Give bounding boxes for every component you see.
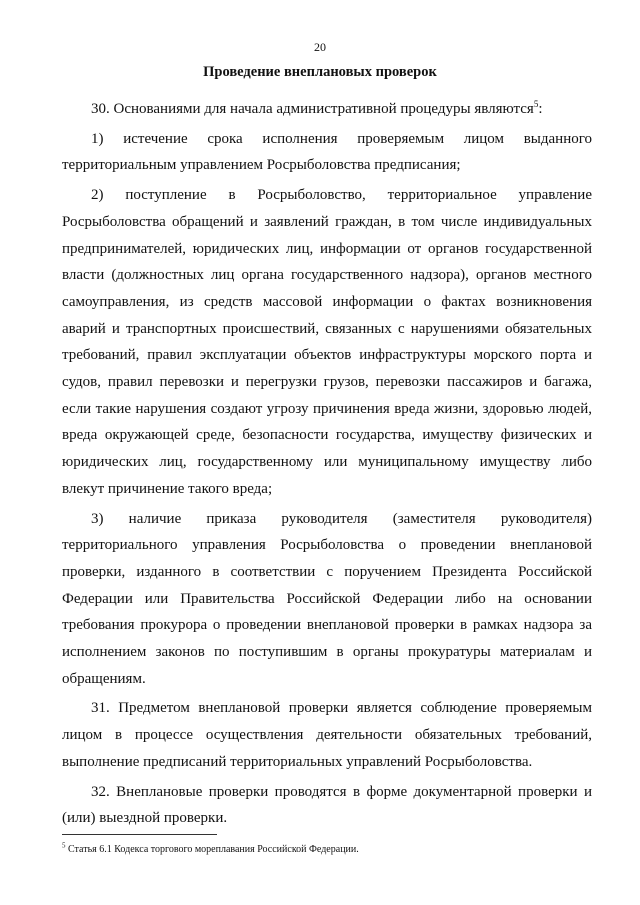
paragraph-32: 32. Внеплановые проверки проводятся в форме документарной проверки и (или) выездной проверки.	[62, 783, 592, 827]
footnote-mark: 5	[62, 841, 66, 850]
document-body	[62, 96, 592, 835]
list-item-1: 1) истечение срока исполнения проверяемым лицом выданного территориальным управлением Росрыболовства предписания;	[62, 130, 592, 174]
list-item-3: 3) наличие приказа руководителя (заместителя руководителя) территориального управления Росрыболовства о проведении внеплановой проверки, изданного в соответствии с поручением Президента Российской Федерации или Правительства Российской Федерации либо на основании требования прокурора о проведении внеплановой проверки в рамках надзора за исполнением законов по поступившим в органы прокуратуры материалам и обращениям.	[62, 510, 592, 687]
footnote-text: Статья 6.1 Кодекса торгового мореплавания Российской Федерации.	[65, 844, 359, 855]
footnote	[62, 841, 592, 855]
paragraph-30-colon: :	[538, 101, 543, 117]
list-item-2: 2) поступление в Росрыболовство, территориальное управление Росрыболовства обращений и заявлений граждан, в том числе индивидуальных предпринимателей, юридических лиц, информации от органов государственной власти (должностных лиц органа государственного надзора), органов местного самоуправления, из средств массовой информации о фактах возникновения аварий и транспортных происшествий, связанных с нарушениями обязательных требований, правил эксплуатации объектов инфраструктуры морского порта и судов, правил перевозки и перегрузки грузов, перевозки пассажиров и багажа, если такие нарушения создают угрозу причинения вреда жизни, здоровью людей, вреда окружающей среде, безопасности государства, имуществу физических и юридических лиц, государственному или муниципальному имуществу либо влекут причинение такого вреда;	[62, 187, 592, 497]
footnote-reference[interactable]: 5	[533, 99, 539, 109]
footnote-divider	[62, 834, 217, 835]
paragraph-30-text: 30. Основаниями для начала административной процедуры являются	[91, 101, 534, 117]
page-number: 20	[314, 40, 326, 54]
paragraph-30	[62, 96, 592, 123]
paragraph-31: 31. Предметом внеплановой проверки является соблюдение проверяемым лицом в процессе осуществления деятельности обязательных требований, выполнение предписаний территориальных управлений Росрыболовства.	[62, 700, 592, 770]
section-heading: Проведение внеплановых проверок	[203, 64, 437, 80]
